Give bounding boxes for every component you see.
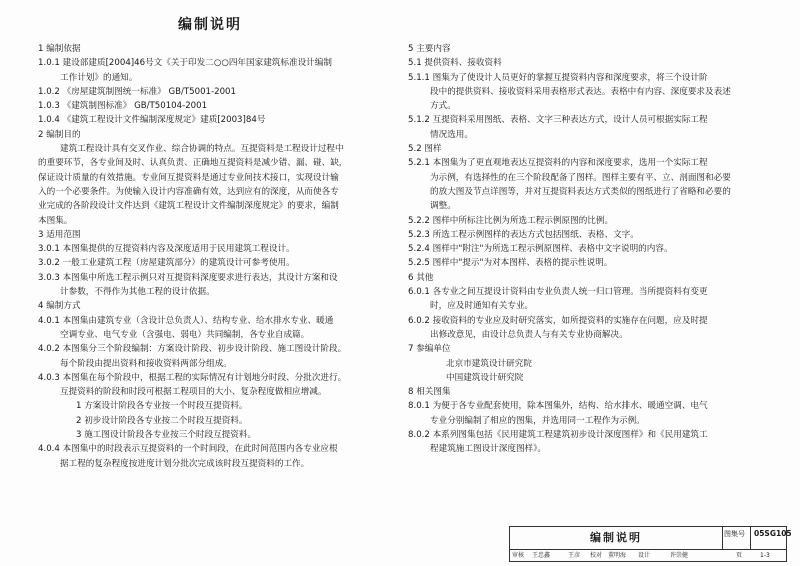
text-line: 段中的提供资料、接收资料采用表格形式表达。表格中有内容、深度要求及表述 (430, 86, 731, 97)
right-column (408, 42, 780, 457)
text-line: 8.0.1 为便于各专业配套使用，除本图集外，结构、给水排水、暖通空调、电气 (408, 401, 708, 412)
text-line: 7 参编单位 (408, 344, 451, 355)
text-line: 3.0.3 本图集中所选工程示例只对互提资料深度要求进行表达，其设计方案和设 (38, 272, 338, 283)
title-block-divider (750, 527, 751, 549)
signature-cell: 设计 (638, 552, 651, 559)
left-column (38, 42, 390, 471)
text-line: 工作计划》的通知。 (60, 72, 138, 83)
page-title: 编制说明 (178, 17, 242, 33)
text-line: 1 编制依据 (38, 44, 81, 54)
text-line: 6 其他 (408, 272, 434, 283)
signature-cell: 许崇健 (670, 552, 689, 559)
text-line: 5.2.5 图样中"提示"为对本图样、表格的提示性说明。 (408, 258, 613, 269)
text-line: 2 编制目的 (38, 129, 81, 140)
text-line: 计参数，不得作为其他工程的设计依据。 (60, 287, 215, 298)
text-line: 5.2 图样 (408, 144, 442, 155)
text-line: 5.2.1 本图集为了更直观地表达互提资料的内容和深度要求，选用一个实际工程 (408, 158, 708, 169)
text-line: 为示例，有选择性的在三个阶段配备了图样。图样主要有平、立、剖面图和必要 (430, 172, 731, 183)
signature-cell: 页 (736, 552, 743, 559)
title-block-title: 编制说明 (510, 527, 723, 549)
title-block-signature-row (510, 550, 786, 561)
text-line: 情况选用。 (430, 129, 473, 140)
text-line: 4.0.3 本图集在每个阶段中，根据工程的实际情况有计划地分时段、分批次进行。 (38, 372, 347, 383)
signature-cell: 董明海 (608, 552, 627, 559)
text-line: 保证设计质量的有效措施。专业间互提资料是通过专业间技术接口，实现设计输 (38, 172, 339, 183)
text-line: 北京市建筑设计研究院 (446, 358, 532, 369)
text-line: 互提资料的阶段和时段可根据工程项目的大小、复杂程度做相应增减。 (60, 387, 327, 398)
text-line: 入的一个必要条件。为使输入设计内容准确有效，达到应有的深度，从而使各专 (38, 186, 339, 197)
text-line: 本图集。 (38, 215, 73, 226)
signature-cell: 校对 (590, 552, 603, 559)
atlas-number-label: 图集号 (724, 530, 745, 538)
text-line: 6.0.2 接收资料的专业应及时研究落实，如所提资料的实施存在问题，应及时提 (408, 315, 708, 326)
text-line: 5.2.3 所选工程示例图样的表达方式包括图纸、表格、文字。 (408, 229, 639, 240)
text-line: 4.0.4 本图集中的时段表示互提资料的一个时间段，在此时间范围内各专业应根 (38, 444, 338, 455)
text-line: 5.1.1 图集为了使设计人员更好的掌握互提资料内容和深度要求，将三个设计阶 (408, 72, 708, 83)
text-line: 8 相关图集 (408, 387, 451, 398)
text-line: 时，应及时通知有关专业。 (430, 301, 534, 312)
text-line: 据工程的复杂程度按进度计划分批次完成该时段互提资料的工作。 (60, 458, 310, 469)
title-block (509, 526, 792, 562)
text-line: 6.0.1 各专业之间互提设计资料由专业负责人统一归口管理。当所提资料有变更 (408, 287, 708, 298)
signature-cell: 王彦 (568, 552, 581, 559)
text-line: 的重要环节，各专业间及时、认真负责、正确地互提资料是减少错、漏、碰、缺， (38, 158, 348, 169)
text-line: 5 主要内容 (408, 44, 451, 54)
text-line: 专业分别编制了相应的图集，并选用同一工程作为示例。 (430, 415, 645, 426)
text-line: 1.0.2 《房屋建筑制图统一标准》 GB/T5001-2001 (38, 86, 236, 97)
text-line: 空调专业、电气专业（含强电、弱电）共同编制，各专业自成篇。 (60, 329, 310, 340)
text-line: 业完成的各阶段设计文件达到《建筑工程设计文件编制深度规定》的要求，编制 (38, 201, 339, 212)
text-line: 3 施工图设计阶段各专业按三个时段互提资料。 (76, 430, 257, 441)
text-line: 3.0.1 本图集提供的互提资料内容及深度适用于民用建筑工程设计。 (38, 244, 295, 255)
text-line: 4 编制方式 (38, 301, 81, 312)
text-line: 8.0.2 本系列图集包括《民用建筑工程建筑初步设计深度图样》和《民用建筑工 (408, 430, 708, 441)
text-line: 1 方案设计阶段各专业按一个时段互提资料。 (76, 401, 248, 412)
text-line: 方式。 (430, 101, 456, 112)
title-block-top (510, 527, 792, 550)
atlas-number: 05SG105 (754, 529, 792, 538)
text-line: 2 初步设计阶段各专业按二个时段互提资料。 (76, 415, 248, 426)
text-line: 程建筑施工图设计深度图样》。 (430, 444, 547, 455)
text-line: 每个阶段由提出资料和接收资料两部分组成。 (60, 358, 232, 369)
text-line: 4.0.1 本图集由建筑专业（含设计总负责人）、结构专业、给水排水专业、暖通 (38, 315, 334, 326)
text-line: 5.1.2 互提资料采用图纸、表格、文字三种表达方式，设计人员可根据实际工程 (408, 115, 708, 126)
text-line: 中国建筑设计研究院 (446, 372, 524, 383)
text-line: 5.2.2 图样中所标注比例为所选工程示例原图的比例。 (408, 215, 614, 226)
text-line: 调整。 (430, 201, 456, 212)
text-line: 的放大图及节点详图等，并对互提资料表达方式类似的图纸进行了省略和必要的 (430, 186, 731, 197)
signature-cell: 王忠鑫 (532, 552, 551, 559)
text-line: 4.0.2 本图集分三个阶段编制：方案设计阶段、初步设计阶段、施工图设计阶段。 (38, 344, 347, 355)
text-line: 1.0.1 建设部建质[2004]46号文《关于印发二○○四年国家建筑标准设计编制 (38, 58, 332, 69)
text-line: 建筑工程设计具有交叉作业、综合协调的特点。互提资料是工程设计过程中 (60, 144, 344, 155)
signature-cell: 1-3 (760, 552, 770, 559)
text-line: 3 适用范围 (38, 229, 81, 240)
text-line: 1.0.4 《建筑工程设计文件编制深度规定》建质[2003]84号 (38, 115, 266, 126)
text-line: 5.1 提供资料、接收资料 (408, 58, 502, 69)
text-line: 5.2.4 图样中"附注"为所选工程示例原图样、表格中文字说明的内容。 (408, 244, 673, 255)
text-line: 3.0.2 一般工业建筑工程（房屋建筑部分）的建筑设计可参考使用。 (38, 258, 295, 269)
signature-cell: 审核 (512, 552, 525, 559)
text-line: 1.0.3 《建筑制图标准》 GB/T50104-2001 (38, 101, 208, 112)
text-line: 出修改意见，由设计总负责人与有关专业协商解决。 (430, 329, 628, 340)
